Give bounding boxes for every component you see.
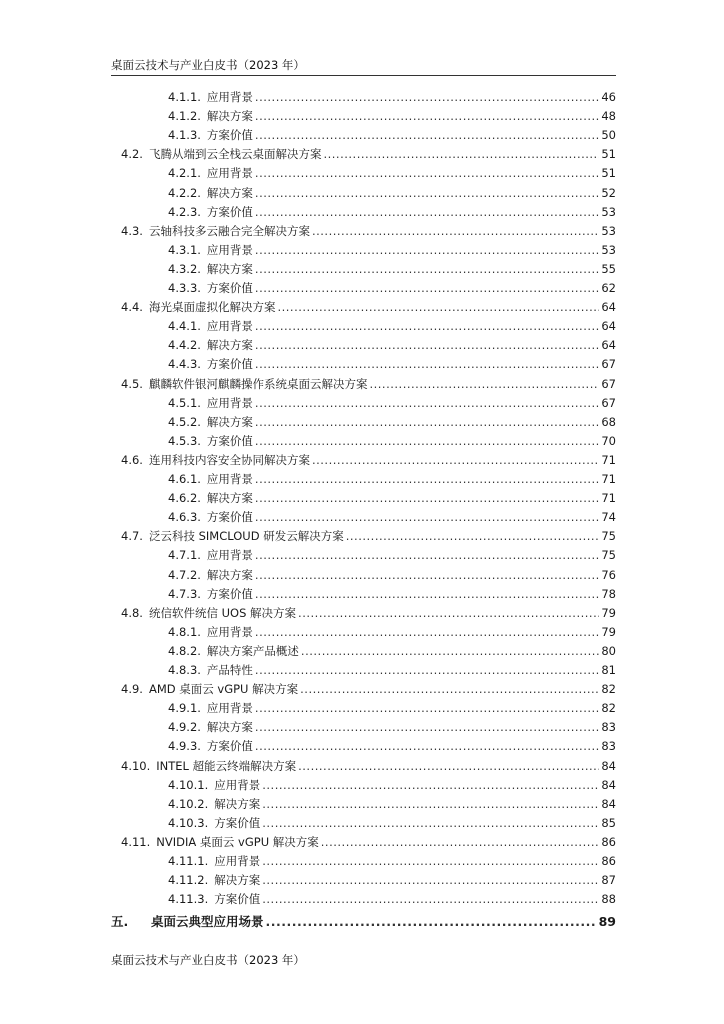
toc-subsection-entry[interactable] bbox=[168, 662, 616, 678]
toc-entry-title: 应用背景 bbox=[206, 395, 253, 410]
toc-entry-number: 4.2.2. bbox=[168, 185, 201, 200]
toc-dot-leader bbox=[277, 299, 599, 315]
toc-subsection-entry[interactable] bbox=[168, 261, 616, 277]
toc-dot-leader bbox=[346, 528, 600, 544]
toc-dot-leader bbox=[255, 509, 599, 525]
toc-entry-title: 飞腾从端到云全栈云桌面解决方案 bbox=[148, 147, 322, 162]
toc-subsection-entry[interactable] bbox=[168, 89, 616, 105]
toc-entry-number: 4.3. bbox=[121, 223, 143, 238]
toc-entry-page-number: 74 bbox=[601, 510, 616, 525]
toc-entry-title: 解决方案 bbox=[206, 720, 253, 735]
toc-entry-number: 4.11.3. bbox=[168, 892, 209, 907]
toc-subsection-entry[interactable] bbox=[168, 567, 616, 583]
toc-entry-title: 应用背景 bbox=[214, 777, 261, 792]
toc-entry-title: 方案价值 bbox=[214, 815, 261, 830]
toc-dot-leader bbox=[255, 108, 599, 124]
toc-dot-leader bbox=[266, 914, 597, 930]
toc-subsection-entry[interactable] bbox=[168, 853, 616, 869]
toc-entry-number: 4.3.2. bbox=[168, 261, 201, 276]
toc-entry-page-number: 86 bbox=[601, 834, 616, 849]
toc-entry-page-number: 67 bbox=[601, 357, 616, 372]
toc-entry-page-number: 51 bbox=[601, 147, 616, 162]
toc-entry-title: 方案价值 bbox=[206, 281, 253, 295]
toc-entry-page-number: 85 bbox=[601, 815, 616, 830]
toc-entry-number: 4.8.2. bbox=[168, 643, 201, 658]
toc-entry-title: 桌面云典型应用场景 bbox=[151, 914, 264, 930]
toc-entry-page-number: 84 bbox=[601, 758, 616, 773]
toc-entry-page-number: 46 bbox=[601, 90, 616, 104]
toc-entry-number: 4.9.3. bbox=[168, 739, 201, 754]
toc-section-entry[interactable] bbox=[121, 452, 616, 468]
toc-entry-title: 应用背景 bbox=[214, 854, 261, 868]
toc-entry-page-number: 79 bbox=[601, 624, 616, 639]
toc-subsection-entry[interactable] bbox=[168, 108, 616, 124]
toc-entry-page-number: 81 bbox=[601, 663, 616, 677]
toc-subsection-entry[interactable] bbox=[168, 471, 616, 487]
toc-entry-title: 解决方案 bbox=[206, 109, 253, 124]
toc-entry-number: 4.11. bbox=[121, 834, 151, 849]
toc-entry-number: 4.6.2. bbox=[168, 491, 201, 506]
toc-entry-number: 4.1.3. bbox=[168, 128, 201, 143]
toc-entry-title: 应用背景 bbox=[206, 90, 253, 104]
toc-subsection-entry[interactable] bbox=[168, 414, 616, 430]
toc-subsection-entry[interactable] bbox=[168, 796, 616, 812]
toc-entry-page-number: 67 bbox=[601, 376, 616, 391]
toc-entry-number: 4.11.1. bbox=[168, 854, 209, 868]
toc-dot-leader bbox=[255, 433, 599, 449]
toc-entry-number: 4.8. bbox=[121, 605, 143, 620]
toc-entry-title: 连用科技内容安全协同解决方案 bbox=[148, 452, 310, 467]
toc-entry-title: 解决方案 bbox=[206, 338, 253, 353]
toc-entry-title: 方案价值 bbox=[206, 204, 253, 219]
toc-entry-number: 4.9.1. bbox=[168, 701, 201, 716]
toc-subsection-entry[interactable] bbox=[168, 490, 616, 506]
page-header-title: 桌面云技术与产业白皮书（2023 年） bbox=[111, 58, 305, 72]
toc-subsection-entry[interactable] bbox=[168, 433, 616, 449]
toc-entry-page-number: 84 bbox=[601, 777, 616, 792]
toc-dot-leader bbox=[255, 738, 599, 754]
toc-dot-leader bbox=[255, 624, 599, 640]
toc-dot-leader bbox=[255, 567, 599, 583]
toc-entry-title: 应用背景 bbox=[206, 166, 253, 181]
toc-entry-number: 4.2. bbox=[121, 147, 143, 162]
toc-entry-title: 应用背景 bbox=[206, 242, 253, 257]
toc-entry-title: 方案价值 bbox=[206, 510, 253, 525]
toc-entry-number: 4.1.1. bbox=[168, 90, 201, 104]
toc-dot-leader bbox=[301, 643, 599, 659]
toc-entry-page-number: 83 bbox=[601, 739, 616, 754]
toc-entry-title: 解决方案 bbox=[206, 261, 253, 276]
toc-entry-number: 4.4. bbox=[121, 300, 143, 315]
toc-entry-page-number: 83 bbox=[601, 720, 616, 735]
toc-entry-page-number: 62 bbox=[601, 281, 616, 295]
toc-entry-number: 4.4.3. bbox=[168, 357, 201, 372]
toc-entry-number: 4.5.3. bbox=[168, 433, 201, 448]
toc-subsection-entry[interactable] bbox=[168, 127, 616, 143]
toc-entry-number: 4.6.3. bbox=[168, 510, 201, 525]
toc-entry-number: 4.3.1. bbox=[168, 242, 201, 257]
toc-entry-page-number: 80 bbox=[601, 643, 616, 658]
toc-entry-number: 4.5.1. bbox=[168, 395, 201, 410]
toc-entry-page-number: 64 bbox=[601, 319, 616, 334]
toc-entry-number: 4.2.3. bbox=[168, 204, 201, 219]
toc-dot-leader bbox=[262, 891, 599, 907]
toc-entry-page-number: 68 bbox=[601, 414, 616, 429]
toc-dot-leader bbox=[298, 758, 599, 774]
toc-dot-leader bbox=[255, 586, 599, 602]
toc-entry-page-number: 52 bbox=[601, 185, 616, 200]
toc-entry-title: 应用背景 bbox=[206, 472, 253, 486]
toc-dot-leader bbox=[255, 471, 599, 487]
toc-dot-leader bbox=[255, 719, 599, 735]
toc-entry-title: INTEL 超能云终端解决方案 bbox=[156, 758, 297, 773]
toc-dot-leader bbox=[262, 796, 599, 812]
toc-subsection-entry[interactable] bbox=[168, 891, 616, 907]
toc-section-entry[interactable] bbox=[121, 758, 616, 774]
toc-entry-page-number: 55 bbox=[601, 261, 616, 276]
toc-entry-page-number: 84 bbox=[601, 796, 616, 811]
toc-entry-title: 解决方案 bbox=[206, 491, 253, 506]
toc-entry-title: 泛云科技 SIMCLOUD 研发云解决方案 bbox=[148, 529, 344, 544]
toc-subsection-entry[interactable] bbox=[168, 547, 616, 563]
toc-subsection-entry[interactable] bbox=[168, 700, 616, 716]
toc-dot-leader bbox=[255, 204, 599, 220]
toc-entry-title: 应用背景 bbox=[206, 548, 253, 563]
toc-entry-page-number: 82 bbox=[601, 701, 616, 716]
toc-entry-page-number: 87 bbox=[601, 873, 616, 888]
toc-entry-title: 方案价值 bbox=[206, 739, 253, 754]
toc-entry-title: 方案价值 bbox=[214, 892, 261, 907]
toc-dot-leader bbox=[255, 242, 599, 258]
toc-dot-leader bbox=[255, 318, 599, 334]
toc-subsection-entry[interactable] bbox=[168, 586, 616, 602]
toc-chapter-entry[interactable] bbox=[111, 914, 616, 930]
toc-dot-leader bbox=[255, 337, 599, 353]
toc-entry-page-number: 48 bbox=[601, 109, 616, 124]
toc-entry-number: 4.7. bbox=[121, 529, 143, 544]
toc-subsection-entry[interactable] bbox=[168, 624, 616, 640]
toc-entry-page-number: 53 bbox=[601, 204, 616, 219]
toc-subsection-entry[interactable] bbox=[168, 872, 616, 888]
toc-dot-leader bbox=[255, 127, 599, 143]
toc-section-entry[interactable] bbox=[121, 528, 616, 544]
toc-section-entry[interactable] bbox=[121, 223, 616, 239]
toc-entry-title: 应用背景 bbox=[206, 319, 253, 334]
toc-entry-number: 4.9. bbox=[121, 682, 143, 697]
toc-entry-page-number: 82 bbox=[601, 682, 616, 697]
toc-dot-leader bbox=[262, 777, 599, 793]
toc-subsection-entry[interactable] bbox=[168, 356, 616, 372]
toc-subsection-entry[interactable] bbox=[168, 337, 616, 353]
toc-entry-page-number: 75 bbox=[601, 548, 616, 563]
toc-entry-number: 4.1.2. bbox=[168, 109, 201, 124]
toc-entry-title: 统信软件统信 UOS 解决方案 bbox=[148, 605, 297, 620]
toc-entry-number: 4.9.2. bbox=[168, 720, 201, 735]
toc-dot-leader bbox=[262, 853, 599, 869]
toc-entry-title: 方案价值 bbox=[206, 357, 253, 372]
toc-dot-leader bbox=[255, 261, 599, 277]
toc-entry-title: 麒麟软件银河麒麟操作系统桌面云解决方案 bbox=[148, 376, 368, 391]
toc-entry-number: 4.6. bbox=[121, 452, 143, 467]
toc-entry-number: 4.10. bbox=[121, 758, 151, 773]
page-footer-title: 桌面云技术与产业白皮书（2023 年） bbox=[111, 953, 305, 967]
toc-dot-leader bbox=[255, 89, 599, 105]
toc-entry-number: 4.5.2. bbox=[168, 414, 201, 429]
toc-dot-leader bbox=[321, 834, 600, 850]
toc-entry-title: 解决方案 bbox=[206, 185, 253, 200]
toc-dot-leader bbox=[369, 376, 599, 392]
toc-entry-title: NVIDIA 桌面云 vGPU 解决方案 bbox=[156, 834, 319, 849]
toc-entry-title: 方案价值 bbox=[206, 586, 253, 601]
toc-entry-title: 产品特性 bbox=[206, 663, 253, 677]
toc-entry-title: 解决方案 bbox=[206, 414, 253, 429]
toc-entry-title: 云轴科技多云融合完全解决方案 bbox=[148, 223, 310, 238]
toc-subsection-entry[interactable] bbox=[168, 165, 616, 181]
toc-entry-page-number: 89 bbox=[598, 914, 616, 930]
toc-section-entry[interactable] bbox=[121, 146, 616, 162]
toc-entry-page-number: 71 bbox=[601, 472, 616, 486]
toc-entry-title: 解决方案 bbox=[214, 796, 261, 811]
toc-dot-leader bbox=[262, 815, 599, 831]
toc-entry-title: 方案价值 bbox=[206, 128, 253, 143]
toc-entry-title: 应用背景 bbox=[206, 624, 253, 639]
toc-dot-leader bbox=[323, 146, 599, 162]
toc-entry-title: 方案价值 bbox=[206, 433, 253, 448]
toc-dot-leader bbox=[255, 280, 599, 296]
toc-entry-page-number: 51 bbox=[601, 166, 616, 181]
toc-entry-page-number: 67 bbox=[601, 395, 616, 410]
toc-section-entry[interactable] bbox=[121, 681, 616, 697]
toc-entry-number: 4.10.3. bbox=[168, 815, 209, 830]
toc-entry-page-number: 88 bbox=[601, 892, 616, 907]
toc-entry-number: 4.11.2. bbox=[168, 873, 209, 888]
toc-dot-leader bbox=[298, 605, 599, 621]
toc-dot-leader bbox=[262, 872, 599, 888]
toc-subsection-entry[interactable] bbox=[168, 395, 616, 411]
toc-dot-leader bbox=[255, 185, 599, 201]
toc-entry-page-number: 76 bbox=[601, 567, 616, 582]
toc-dot-leader bbox=[312, 223, 599, 239]
toc-entry-page-number: 64 bbox=[601, 300, 616, 315]
toc-entry-number: 4.4.1. bbox=[168, 319, 201, 334]
toc-entry-number: 4.8.3. bbox=[168, 663, 201, 677]
toc-section-entry[interactable] bbox=[121, 299, 616, 315]
toc-entry-title: 解决方案 bbox=[206, 567, 253, 582]
toc-subsection-entry[interactable] bbox=[168, 815, 616, 831]
toc-dot-leader bbox=[255, 165, 599, 181]
toc-dot-leader bbox=[255, 547, 599, 563]
toc-entry-title: 应用背景 bbox=[206, 701, 253, 716]
toc-dot-leader bbox=[255, 662, 599, 678]
toc-entry-page-number: 70 bbox=[601, 433, 616, 448]
toc-entry-title: 海光桌面虚拟化解决方案 bbox=[148, 300, 276, 315]
toc-entry-page-number: 79 bbox=[601, 605, 616, 620]
toc-subsection-entry[interactable] bbox=[168, 280, 616, 296]
toc-entry-number: 4.10.2. bbox=[168, 796, 209, 811]
toc-entry-page-number: 50 bbox=[601, 128, 616, 143]
toc-entry-page-number: 53 bbox=[601, 242, 616, 257]
toc-entry-number: 4.2.1. bbox=[168, 166, 201, 181]
toc-section-entry[interactable] bbox=[121, 605, 616, 621]
toc-subsection-entry[interactable] bbox=[168, 185, 616, 201]
toc-dot-leader bbox=[255, 356, 599, 372]
toc-subsection-entry[interactable] bbox=[168, 719, 616, 735]
toc-entry-title: AMD 桌面云 vGPU 解决方案 bbox=[148, 682, 299, 697]
toc-subsection-entry[interactable] bbox=[168, 204, 616, 220]
toc-entry-page-number: 53 bbox=[601, 223, 616, 238]
toc-entry-number: 4.7.3. bbox=[168, 586, 201, 601]
toc-dot-leader bbox=[300, 681, 599, 697]
toc-dot-leader bbox=[312, 452, 599, 468]
toc-dot-leader bbox=[255, 395, 599, 411]
toc-section-entry[interactable] bbox=[121, 834, 616, 850]
toc-entry-number: 4.3.3. bbox=[168, 281, 201, 295]
toc-entry-number: 4.6.1. bbox=[168, 472, 201, 486]
toc-subsection-entry[interactable] bbox=[168, 242, 616, 258]
toc-entry-number: 4.8.1. bbox=[168, 624, 201, 639]
toc-entry-page-number: 71 bbox=[601, 452, 616, 467]
toc-entry-number: 4.10.1. bbox=[168, 777, 209, 792]
toc-entry-title: 解决方案产品概述 bbox=[206, 643, 299, 658]
toc-entry-title: 解决方案 bbox=[214, 873, 261, 888]
toc-subsection-entry[interactable] bbox=[168, 643, 616, 659]
toc-entry-page-number: 78 bbox=[601, 586, 616, 601]
toc-entry-page-number: 71 bbox=[601, 491, 616, 506]
toc-entry-number: 4.7.2. bbox=[168, 567, 201, 582]
toc-entry-page-number: 64 bbox=[601, 338, 616, 353]
toc-subsection-entry[interactable] bbox=[168, 318, 616, 334]
toc-entry-page-number: 75 bbox=[601, 529, 616, 544]
toc-subsection-entry[interactable] bbox=[168, 777, 616, 793]
toc-subsection-entry[interactable] bbox=[168, 738, 616, 754]
toc-entry-number: 4.5. bbox=[121, 376, 143, 391]
toc-entry-number: 五. bbox=[111, 914, 129, 930]
toc-section-entry[interactable] bbox=[121, 376, 616, 392]
toc-entry-number: 4.7.1. bbox=[168, 548, 201, 563]
toc-dot-leader bbox=[255, 414, 599, 430]
toc-dot-leader bbox=[255, 700, 599, 716]
toc-dot-leader bbox=[255, 490, 599, 506]
toc-entry-number: 4.4.2. bbox=[168, 338, 201, 353]
header-divider bbox=[111, 75, 616, 76]
toc-entry-page-number: 86 bbox=[601, 854, 616, 868]
toc-subsection-entry[interactable] bbox=[168, 509, 616, 525]
